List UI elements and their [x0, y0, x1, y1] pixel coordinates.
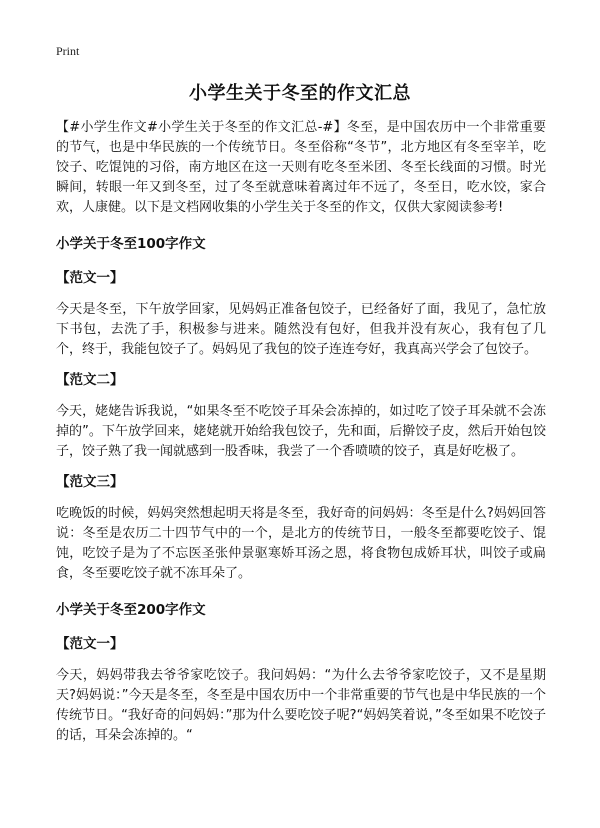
section-heading-200: 小学关于冬至200字作文 — [56, 602, 206, 618]
essay-label: 【范文一】 — [56, 636, 124, 652]
essay-text: 今天，妈妈带我去爷爷家吃饺子。我问妈妈：“为什么去爷爷家吃饺子，又不是星期天?妈妈说：”今天是冬至，冬至是中国农历中一个非常重要的节气也是中华民族的一个传统节日。“我好奇的问妈妈：”那为什么要吃饺子呢?“妈妈笑着说，”冬至如果不吃饺子的话，耳朵会冻掉的。“ — [56, 668, 546, 743]
section-heading-100: 小学关于冬至100字作文 — [56, 236, 206, 252]
print-label: Print — [56, 44, 80, 58]
essay-label: 【范文一】 — [56, 270, 124, 286]
essay-label: 【范文二】 — [56, 372, 124, 388]
essay-label: 【范文三】 — [56, 474, 124, 490]
page-title: 小学生关于冬至的作文汇总 — [189, 83, 411, 104]
essay-text: 今天是冬至，下午放学回家，见妈妈正准备包饺子，已经备好了面，我见了，急忙放下书包，去洗了手，积极参与进来。随然没有包好，但我并没有灰心，我有包了几个，终于，我能包饺子了。妈妈见了我包的饺子连连夸好，我真高兴学会了包饺子。 — [56, 302, 546, 357]
essay-text: 吃晚饭的时候，妈妈突然想起明天将是冬至，我好奇的问妈妈：冬至是什么?妈妈回答说：冬至是农历二十四节气中的一个，是北方的传统节日，一般冬至都要吃饺子、馄饨，吃饺子是为了不忘医圣张仲景驱寒娇耳汤之恩，将食物包成娇耳状，叫饺子或扁食，冬至要吃饺子就不冻耳朵了。 — [56, 506, 546, 581]
essay-text: 今天，姥姥告诉我说，“如果冬至不吃饺子耳朵会冻掉的，如过吃了饺子耳朵就不会冻掉的”。下午放学回来，姥姥就开始给我包饺子，先和面，后擀饺子皮，然后开始包饺子，饺子熟了我一闻就感到一股香味，我尝了一个香喷喷的饺子，真是好吃极了。 — [56, 404, 546, 459]
document-body — [56, 118, 546, 756]
intro-paragraph: 【#小学生作文#小学生关于冬至的作文汇总-#】冬至，是中国农历中一个非常重要的节气，也是中华民族的一个传统节日。冬至俗称“冬节”，北方地区有冬至宰羊，吃饺子、吃馄饨的习俗，南方地区在这一天则有吃冬至米团、冬至长线面的习惯。时光瞬间，转眼一年又到冬至，过了冬至就意味着离过年不远了，冬至日，吃水饺，家合欢，人康健。以下是文档网收集的小学生关于冬至的作文，仅供大家阅读参考! — [56, 120, 546, 215]
